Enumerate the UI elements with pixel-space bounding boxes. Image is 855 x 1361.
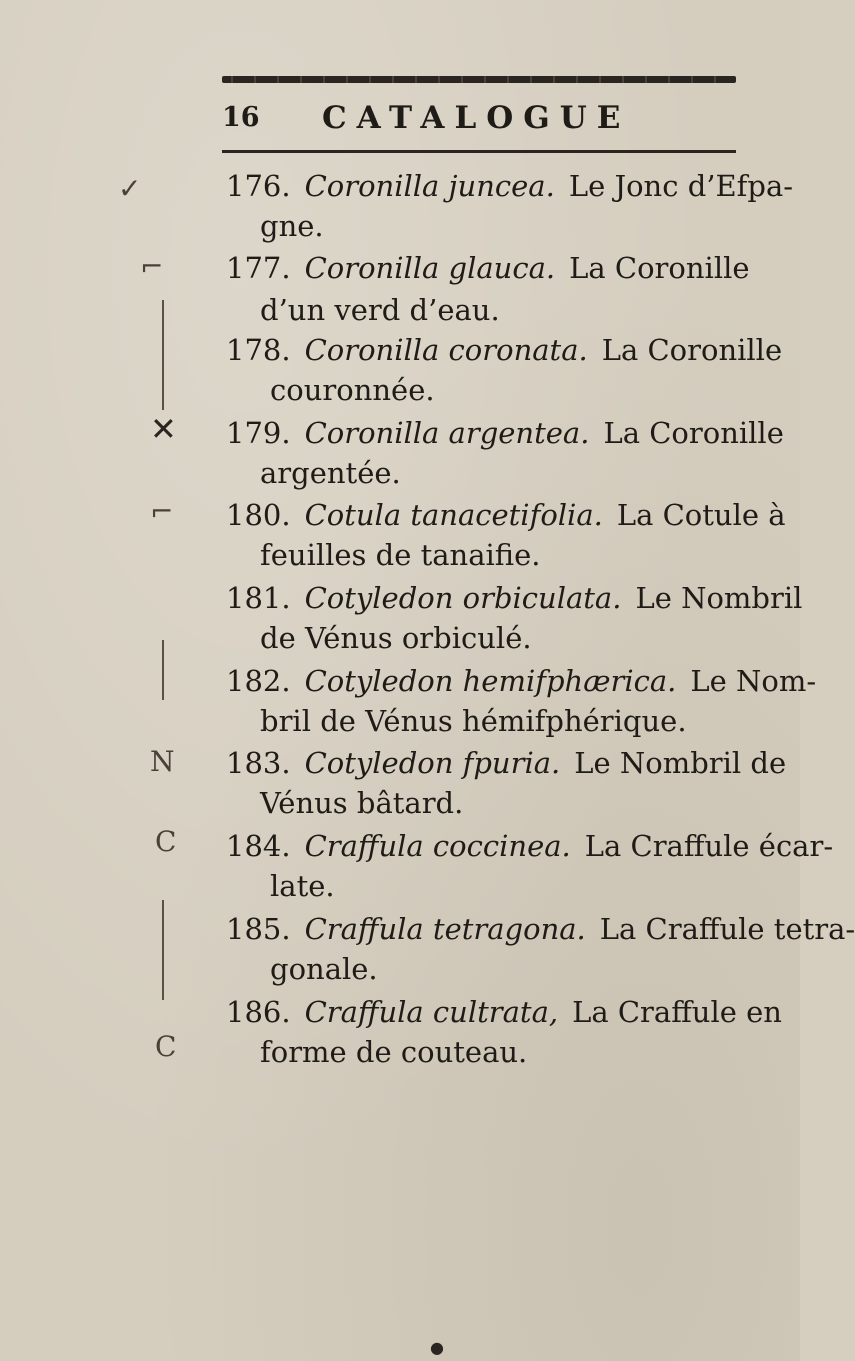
- entry-continuation: late.: [270, 869, 335, 903]
- entry-line: [226, 416, 784, 450]
- entry-continuation: couronnée.: [270, 373, 435, 407]
- latin-name: Coronilla glauca.: [304, 251, 556, 285]
- page-header: [222, 100, 742, 140]
- latin-name: Craffula coccinea.: [304, 829, 571, 863]
- top-ornamental-rule: [222, 76, 736, 83]
- margin-c-mark: C: [155, 1030, 177, 1063]
- entry-line: [226, 664, 817, 698]
- french-name: La Cotule à: [616, 498, 786, 532]
- entry-continuation: d’un verd d’eau.: [260, 293, 500, 327]
- latin-name: Craffula cultrata,: [304, 995, 559, 1029]
- entry-line: [226, 251, 750, 285]
- entry-line: [226, 829, 834, 863]
- entry-number: 178.: [226, 333, 291, 367]
- latin-name: Cotula tanacetifolia.: [304, 498, 603, 532]
- french-name: La Coronille: [601, 333, 783, 367]
- entry-number: 185.: [226, 912, 291, 946]
- entry-number: 181.: [226, 581, 291, 615]
- entry-continuation: Vénus bâtard.: [260, 786, 464, 820]
- entry-line: [226, 912, 855, 946]
- french-name: Le Nombril: [635, 581, 803, 615]
- entry-line: [226, 169, 794, 203]
- entry-continuation: de Vénus orbiculé.: [260, 621, 532, 655]
- header-rule: [222, 150, 736, 153]
- entry-line: [226, 333, 783, 367]
- entry-continuation: bril de Vénus hémifphérique.: [260, 704, 687, 738]
- latin-name: Cotyledon orbiculata.: [304, 581, 622, 615]
- margin-check-mark: ✓: [118, 172, 142, 205]
- margin-cross-mark: ✕: [150, 410, 177, 448]
- latin-name: Coronilla juncea.: [304, 169, 555, 203]
- entry-line: [226, 746, 787, 780]
- entry-number: 177.: [226, 251, 291, 285]
- entry-line: [226, 581, 803, 615]
- french-name: La Craffule en: [572, 995, 782, 1029]
- french-name: Le Nombril de: [574, 746, 787, 780]
- french-name: La Craffule tetra-: [599, 912, 855, 946]
- french-name: Le Jonc d’Efpa-: [568, 169, 794, 203]
- entry-number: 182.: [226, 664, 291, 698]
- page-number: 16: [222, 102, 260, 133]
- entry-continuation: gonale.: [270, 952, 378, 986]
- latin-name: Cotyledon fpuria.: [304, 746, 561, 780]
- french-name: La Craffule écar-: [584, 829, 834, 863]
- entry-number: 176.: [226, 169, 291, 203]
- margin-pencil-line: [162, 640, 164, 700]
- margin-bracket-mark: ⌐: [140, 250, 164, 283]
- margin-n-mark: N: [150, 745, 175, 778]
- margin-c-mark: C: [155, 825, 177, 858]
- latin-name: Coronilla coronata.: [304, 333, 588, 367]
- entry-number: 180.: [226, 498, 291, 532]
- entry-continuation: forme de couteau.: [260, 1035, 528, 1069]
- entry-number: 179.: [226, 416, 291, 450]
- entry-continuation: feuilles de tanaifie.: [260, 538, 541, 572]
- running-title: CATALOGUE: [322, 100, 631, 136]
- latin-name: Craffula tetragona.: [304, 912, 586, 946]
- entry-number: 183.: [226, 746, 291, 780]
- margin-pencil-line: [162, 900, 164, 1000]
- french-name: La Coronille: [569, 251, 750, 285]
- margin-stroke-mark: ⌐: [150, 495, 174, 528]
- latin-name: Cotyledon hemifphærica.: [304, 664, 677, 698]
- folio-dot: ●: [430, 1338, 444, 1357]
- entry-line: [226, 995, 782, 1029]
- entry-number: 184.: [226, 829, 291, 863]
- entry-continuation: gne.: [260, 209, 324, 243]
- margin-pencil-line: [162, 300, 164, 410]
- entry-line: [226, 498, 786, 532]
- french-name: La Coronille: [603, 416, 784, 450]
- entry-number: 186.: [226, 995, 291, 1029]
- french-name: Le Nom-: [690, 664, 817, 698]
- entry-continuation: argentée.: [260, 456, 401, 490]
- latin-name: Coronilla argentea.: [304, 416, 590, 450]
